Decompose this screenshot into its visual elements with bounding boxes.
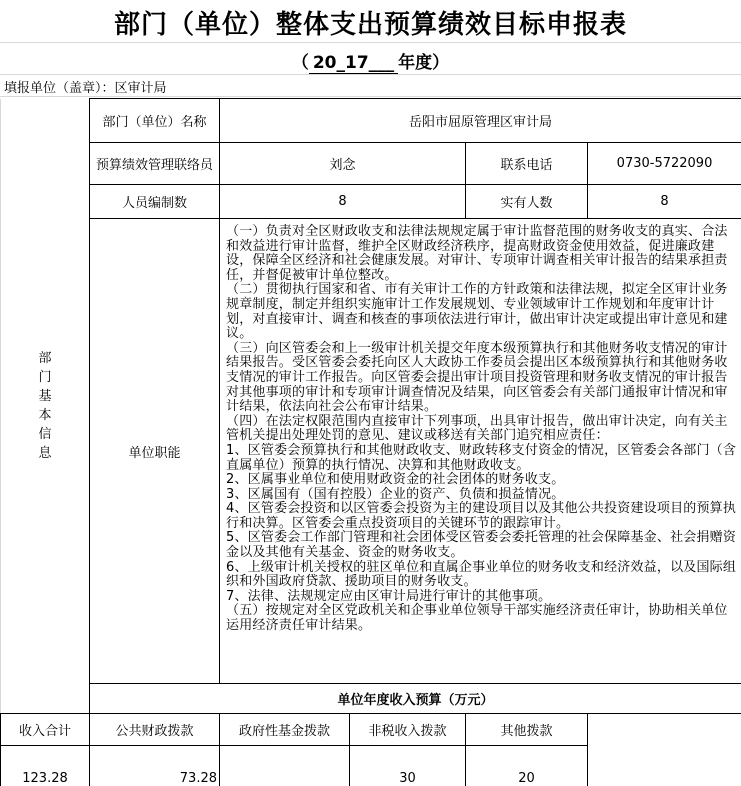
contact-label: 预算绩效管理联络员 bbox=[90, 143, 220, 185]
year-suffix: 年度） bbox=[398, 53, 449, 73]
duty-item: 3、区属国有（国有控股）企业的资产、负债和损益情况。 bbox=[226, 488, 737, 503]
duty-item: 1、区管委会预算执行和其他财政收支、财政转移支付资金的情况，区管委会各部门（含直属单位）预算的执行情况、决算和其他财政收支。 bbox=[226, 444, 737, 473]
phone-value: 0730-5722090 bbox=[588, 143, 741, 185]
actual-staff-value: 8 bbox=[588, 185, 741, 219]
budget-value-public: 73.28 bbox=[90, 746, 220, 786]
duty-item: （五）按规定对全区党政机关和企事业单位领导干部实施经济责任审计，协助相关单位运用经济责任审计结果。 bbox=[226, 604, 737, 633]
side-label-cell bbox=[1, 99, 90, 714]
budget-value-fund bbox=[220, 746, 350, 786]
filling-unit: 填报单位（盖章）：区审计局 bbox=[4, 77, 167, 96]
duty-item: （三）向区管委会和上一级审计机关提交年度本级预算执行和其他财务收支情况的审计结果报告。受区管委会委托向区人大政协工作委员会提出区本级预算执行和其他财务收支情况的审计工作报告。向区管委会提出审计项目投资管理和财务收支情况的审计报告对其他事项的审计和专项审计调查情况及结果，向区管委会有关部门通报审计情况和审计结果，依法向社会公布审计结果。 bbox=[226, 342, 737, 415]
duty-item: 6、上级审计机关授权的驻区单位和直属企事业单位的财务收支和经济效益，以及国际组织和外国政府贷款、援助项目的财务收支。 bbox=[226, 561, 737, 590]
actual-staff-label: 实有人数 bbox=[466, 185, 588, 219]
divider bbox=[0, 74, 741, 75]
budget-header-other: 其他拨款 bbox=[466, 714, 588, 746]
year-value: 20_17___ bbox=[309, 53, 398, 74]
form-title: 部门（单位）整体支出预算绩效目标申报表 bbox=[0, 4, 741, 41]
duty-label: 单位职能 bbox=[90, 219, 220, 684]
divider bbox=[0, 42, 741, 43]
duty-item: （四）在法定权限范围内直接审计下列事项，出具审计报告，做出审计决定，向有关主管机关提出处理处罚的意见、建议或移送有关部门追究相应责任： bbox=[226, 415, 737, 444]
budget-header-total: 收入合计 bbox=[1, 714, 90, 746]
budget-header-public: 公共财政拨款 bbox=[90, 714, 220, 746]
dept-name-label: 部门（单位）名称 bbox=[90, 99, 220, 143]
duty-item: 2、区属事业单位和使用财政资金的社会团体的财务收支。 bbox=[226, 473, 737, 488]
divider bbox=[0, 96, 741, 97]
duty-item: 7、法律、法规规定应由区审计局进行审计的其他事项。 bbox=[226, 590, 737, 605]
duty-item: （一）负责对全区财政收支和法律法规规定属于审计监督范围的财务收支的真实、合法和效益进行审计监督，维护全区财政经济秩序，提高财政资金使用效益，促进廉政建设，保障全区经济和社会健康发展。对审计、专项审计调查相关审计报告的结果承担责任，并督促被审计单位整改。 bbox=[226, 225, 737, 283]
budget-value-total: 123.28 bbox=[1, 746, 90, 786]
budget-value-nontax: 30 bbox=[350, 746, 466, 786]
duty-item: 5、区管委会工作部门管理和社会团体受区管委会委托管理的社会保障基金、社会捐赠资金以及其他有关基金、资金的财务收支。 bbox=[226, 531, 737, 560]
year-open: （ bbox=[292, 53, 309, 73]
budget-value-other: 20 bbox=[466, 746, 588, 786]
form-year bbox=[0, 48, 741, 74]
side-label: 部门基本信息 bbox=[37, 349, 53, 463]
duty-text bbox=[220, 219, 741, 684]
budget-header-fund: 政府性基金拨款 bbox=[220, 714, 350, 746]
duty-item: （二）贯彻执行国家和省、市有关审计工作的方针政策和法律法规，拟定全区审计业务规章制度，制定并组织实施审计工作发展规划、专业领域审计工作规划和年度审计计划，对直接审计、调查和核查的事项依法进行审计，做出审计决定或提出审计意见和建议。 bbox=[226, 283, 737, 341]
budget-section-title: 单位年度收入预算（万元） bbox=[90, 684, 741, 714]
dept-name-value: 岳阳市屈原管理区审计局 bbox=[220, 99, 741, 143]
duty-item: 4、区管委会投资和以区管委会投资为主的建设项目以及其他公共投资建设项目的预算执行和决算。区管委会重点投资项目的关键环节的跟踪审计。 bbox=[226, 502, 737, 531]
budget-header-nontax: 非税收入拨款 bbox=[350, 714, 466, 746]
staff-quota-label: 人员编制数 bbox=[90, 185, 220, 219]
staff-quota-value: 8 bbox=[220, 185, 466, 219]
phone-label: 联系电话 bbox=[466, 143, 588, 185]
budget-form-table bbox=[0, 98, 741, 786]
contact-value: 刘念 bbox=[220, 143, 466, 185]
